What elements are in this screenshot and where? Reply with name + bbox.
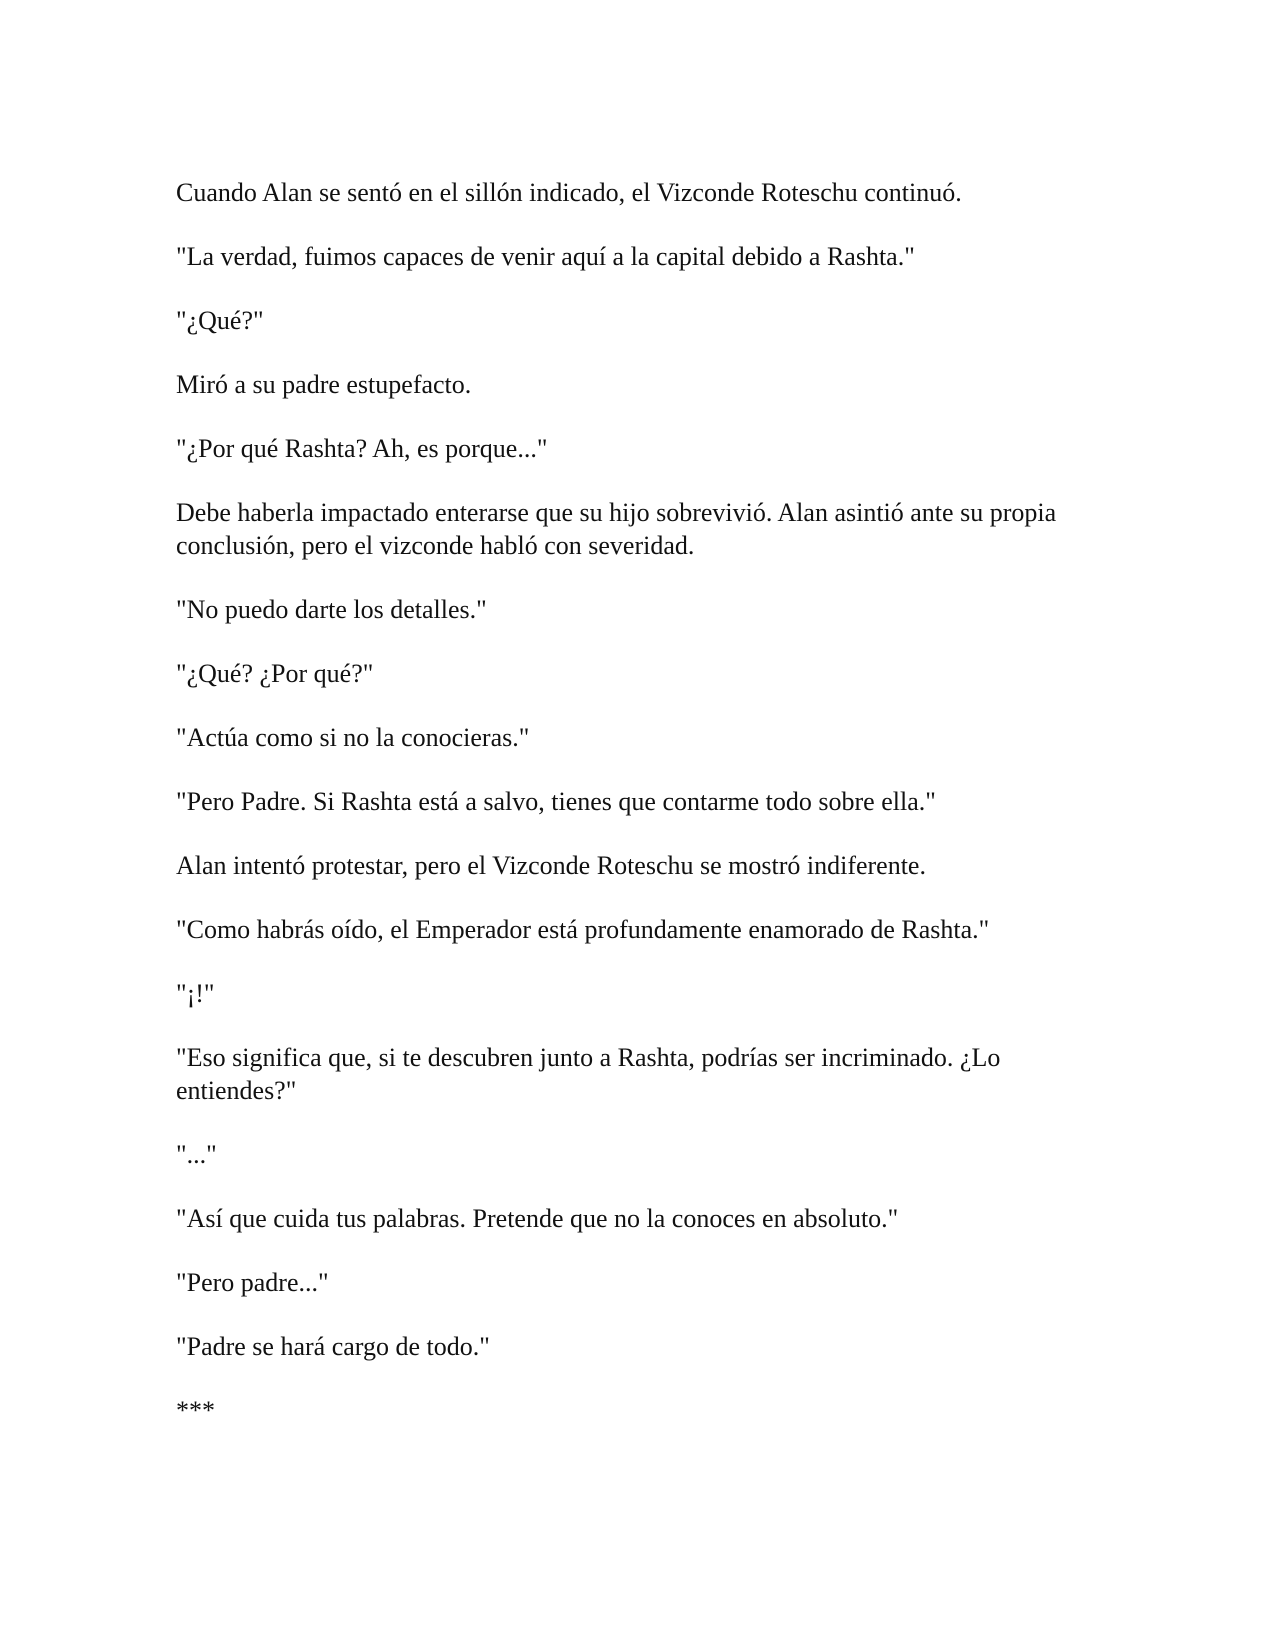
paragraph: "¿Por qué Rashta? Ah, es porque...": [176, 434, 548, 463]
paragraph: "...": [176, 1140, 217, 1169]
paragraph: Debe haberla impactado enterarse que su hijo sobrevivió. Alan asintió ante su propia conclusión, pero el vizconde habló con severidad.: [176, 498, 1057, 560]
paragraph: "Actúa como si no la conocieras.": [176, 723, 530, 752]
paragraph: Cuando Alan se sentó en el sillón indicado, el Vizconde Roteschu continuó.: [176, 178, 962, 207]
paragraph: "La verdad, fuimos capaces de venir aquí a la capital debido a Rashta.": [176, 242, 915, 271]
paragraph: "No puedo darte los detalles.": [176, 595, 487, 624]
paragraph: "Pero Padre. Si Rashta está a salvo, tienes que contarme todo sobre ella.": [176, 787, 936, 816]
paragraph: "¿Qué? ¿Por qué?": [176, 659, 374, 688]
paragraph: "¡!": [176, 979, 215, 1008]
paragraph: Miró a su padre estupefacto.: [176, 370, 472, 399]
document-body: [176, 176, 1076, 1458]
paragraph: Alan intentó protestar, pero el Vizconde Roteschu se mostró indiferente.: [176, 851, 926, 880]
paragraph: "Eso significa que, si te descubren junto a Rashta, podrías ser incriminado. ¿Lo entiendes?": [176, 1043, 1001, 1105]
paragraph: "Padre se hará cargo de todo.": [176, 1332, 490, 1361]
paragraph: "Como habrás oído, el Emperador está profundamente enamorado de Rashta.": [176, 915, 990, 944]
section-break: ***: [176, 1396, 215, 1425]
paragraph: "Así que cuida tus palabras. Pretende que no la conoces en absoluto.": [176, 1204, 899, 1233]
paragraph: "Pero padre...": [176, 1268, 329, 1297]
paragraph: "¿Qué?": [176, 306, 264, 335]
